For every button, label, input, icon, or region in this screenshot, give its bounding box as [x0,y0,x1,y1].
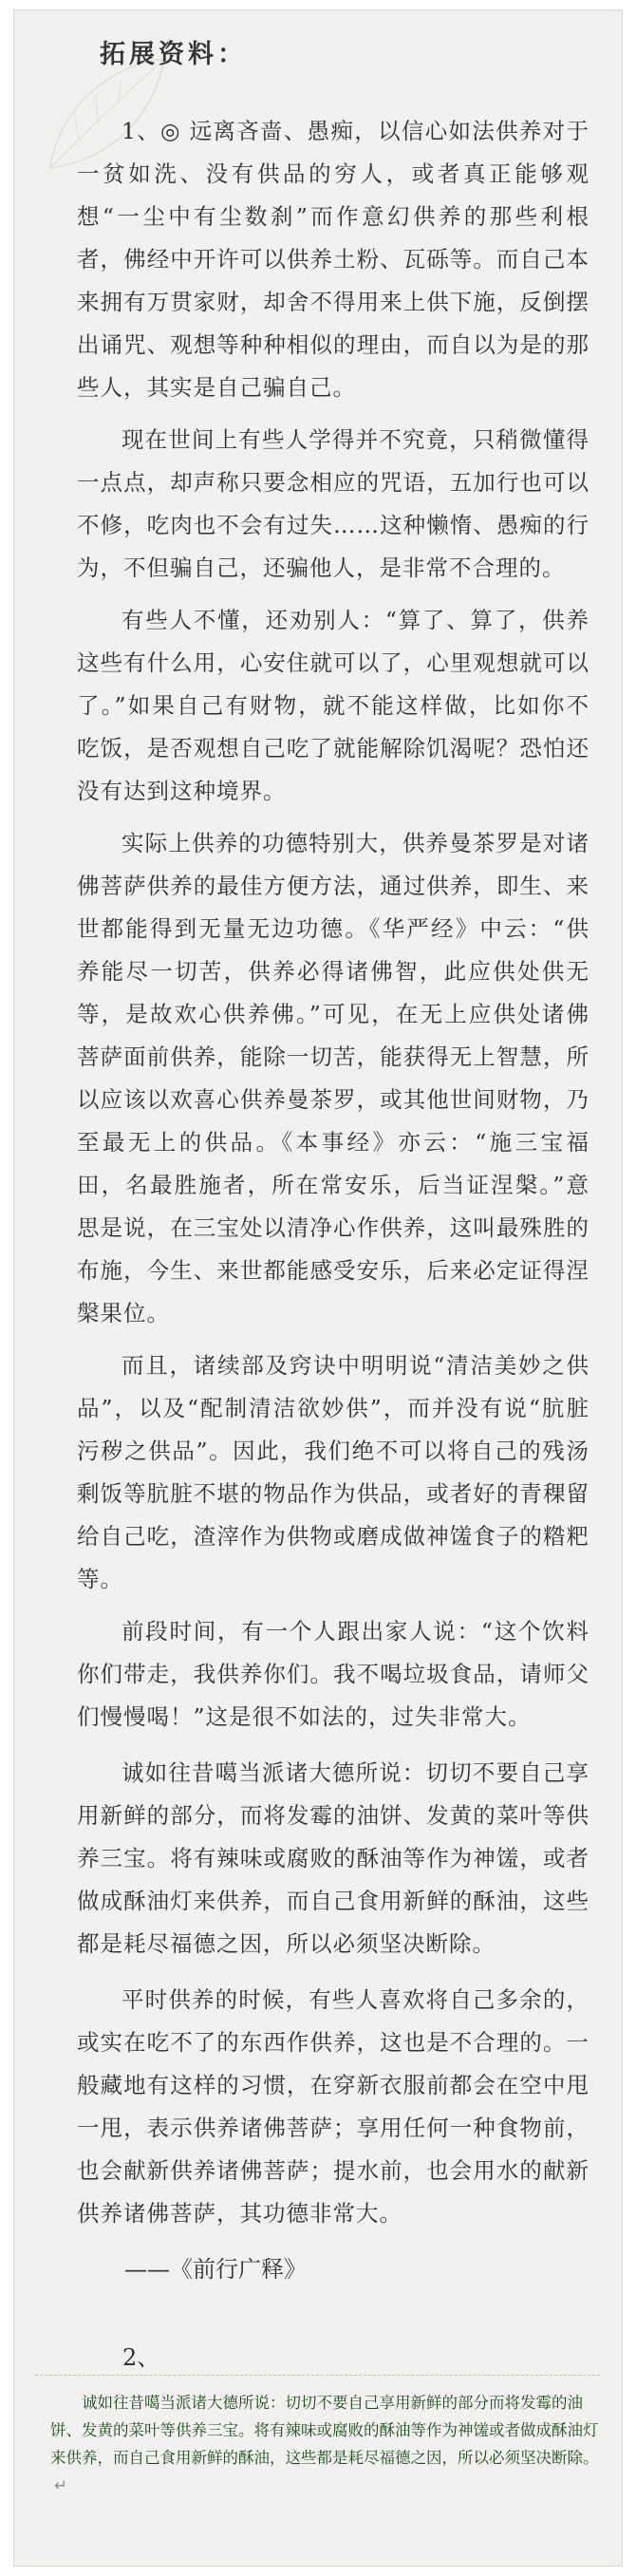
paragraph-7: 诚如往昔噶当派诸大德所说：切切不要自己享用新鲜的部分，而将发霉的油饼、发黄的菜叶等供养三宝。将有辣味或腐败的酥油等作为神馐，或者做成酥油灯来供养，而自己食用新鲜的酥油，这些都是耗尽福德之因，所以必须坚决断除。 [77,1759,589,1957]
paragraph-3: 有些人不懂，还劝别人：“算了、算了，供养这些有什么用，心安住就可以了，心里观想就可以了。”如果自己有财物，就不能这样做，比如你不吃饭，是否观想自己吃了就能解除饥渴呢？恐怕还没有达到这种境界。 [77,607,589,804]
quote-block [35,2375,600,2499]
section-heading: 拓展资料： [100,40,247,69]
paragraph-5: 而且，诸续部及窍诀中明明说“清洁美妙之供品”，以及“配制清洁欲妙供”，而并没有说“肮脏污秽之供品”。因此，我们绝不可以将自己的残汤剩饭等肮脏不堪的物品作为供品，或者好的青稞留给自己吃，渣滓作为供物或磨成做神馐食子的糌粑等。 [77,1352,589,1592]
return-mark-icon: ↵ [54,2476,67,2494]
paragraph-1: 1、◎ 远离吝啬、愚痴，以信心如法供养对于一贫如洗、没有供品的穷人，或者真正能够观想“一尘中有尘数刹”而作意幻供养的那些利根者，佛经中开许可以供养土粉、瓦砾等。而自己本来拥有万贯家财，却舍不得用来上供下施，反倒摆出诵咒、观想等种种相似的理由，而自以为是的那些人，其实是自己骗自己。 [77,118,589,401]
section-2-label: 2、 [122,2344,160,2371]
paragraph-4: 实际上供养的功德特别大，供养曼茶罗是对诸佛菩萨供养的最佳方便方法，通过供养，即生、来世都能得到无量无边功德。《华严经》中云：“供养能尽一切苦，供养必得诸佛智，此应供处供无等，是故欢心供养佛。”可见，在无上应供处诸佛菩萨面前供养，能除一切苦，能获得无上智慧，所以应该以欢喜心供养曼茶罗，或其他世间财物，乃至最无上的供品。《本事经》亦云：“施三宝福田，名最胜施者，所在常安乐，后当证涅槃。”意思是说，在三宝处以清净心作供养，这叫最殊胜的布施，今生、来世都能感受安乐，后来必定证得涅槃果位。 [77,830,589,1326]
paragraph-2: 现在世间上有些人学得并不究竟，只稍微懂得一点点，却声称只要念相应的咒语，五加行也可以不修，吃肉也不会有过失……这种懒惰、愚痴的行为，不但骗自己，还骗他人，是非常不合理的。 [77,426,589,581]
article-body [77,10,589,2372]
quote-content: 诚如往昔噶当派诸大德所说：切切不要自己享用新鲜的部分而将发霉的油饼、发黄的菜叶等供养三宝。将有辣味或腐败的酥油等作为神馐或者做成酥油灯来供养，而自己食用新鲜的酥油，这些都是耗尽福德之因，所以必须坚决断除。 [50,2394,599,2467]
paragraph-8: 平时供养的时候，有些人喜欢将自己多余的，或实在吃不了的东西作供养，这也是不合理的。一般藏地有这样的习惯，在穿新衣服前都会在空中甩一甩，表示供养诸佛菩萨；享用任何一种食物前，也会献新供养诸佛菩萨；提水前，也会用水的献新供养诸佛菩萨，其功德非常大。 [77,1986,589,2227]
paragraph-6: 前段时间，有一个人跟出家人说：“这个饮料你们带走，我供养你们。我不喝垃圾食品，请师父们慢慢喝！”这是很不如法的，过失非常大。 [77,1618,589,1730]
content-card [13,9,623,2567]
source-attribution: ——《前行广释》 [124,2256,307,2283]
quote-text [50,2389,600,2499]
